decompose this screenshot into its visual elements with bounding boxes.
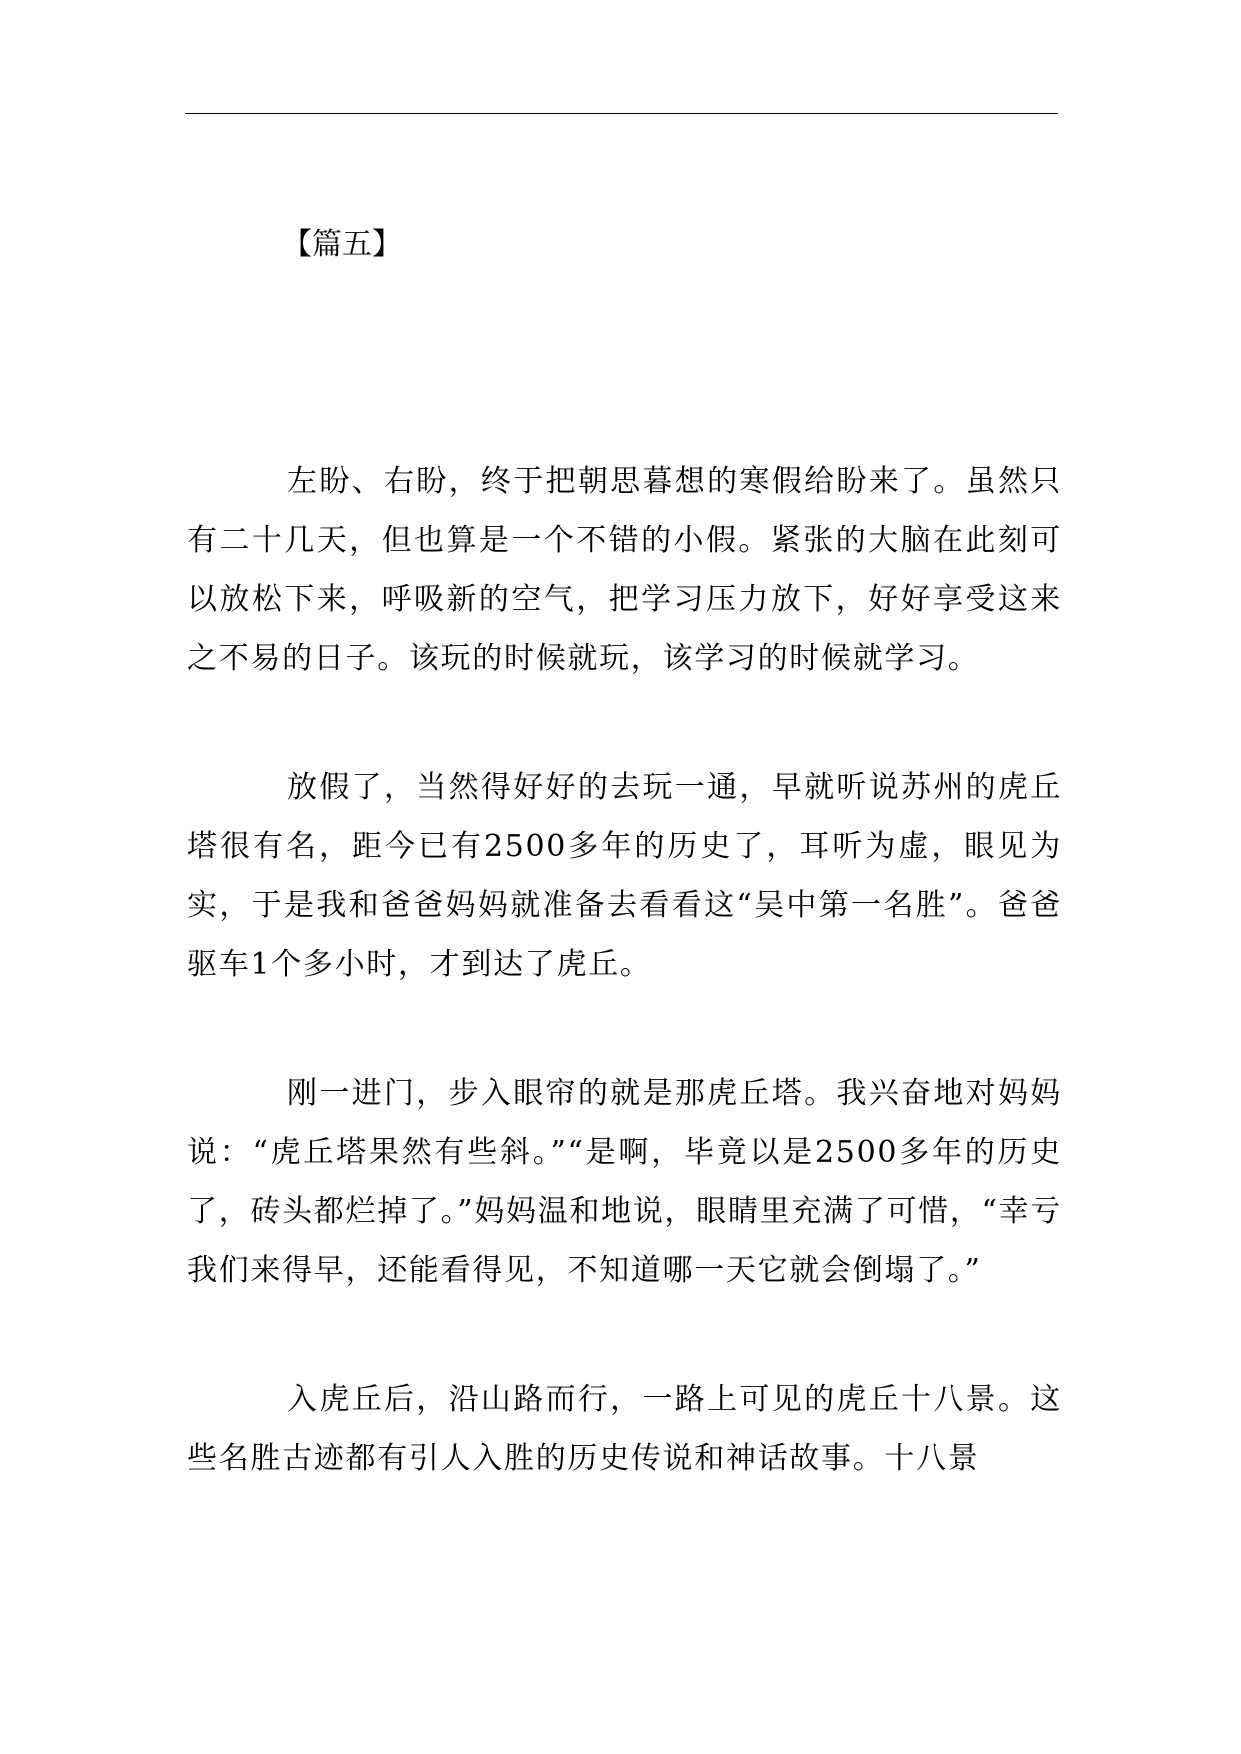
paragraph-1: 左盼、右盼，终于把朝思暮想的寒假给盼来了。虽然只有二十几天，但也算是一个不错的小假。紧张的大脑在此刻可以放松下来，呼吸新的空气，把学习压力放下，好好享受这来之不易的日子。该玩的时候就玩，该学习的时候就学习。 — [187, 464, 1062, 676]
header-rule — [185, 113, 1058, 114]
paragraph-4: 入虎丘后，沿山路而行，一路上可见的虎丘十八景。这些名胜古迹都有引人入胜的历史传说和神话故事。十八景 — [187, 1382, 1062, 1476]
paragraph-3: 刚一进门，步入眼帘的就是那虎丘塔。我兴奋地对妈妈说：“虎丘塔果然有些斜。”“是啊，毕竟以是2500多年的历史了，砖头都烂掉了。”妈妈温和地说，眼睛里充满了可惜，“幸亏我们来得早，还能看得见，不知道哪一天它就会倒塌了。” — [187, 1076, 1062, 1288]
section-title: 【篇五】 — [282, 227, 402, 262]
paragraph-2: 放假了，当然得好好的去玩一通，早就听说苏州的虎丘塔很有名，距今已有2500多年的历史了，耳听为虚，眼见为实，于是我和爸爸妈妈就准备去看看这“吴中第一名胜”。爸爸驱车1个多小时，才到达了虎丘。 — [187, 770, 1062, 982]
body-text — [187, 452, 1062, 1488]
